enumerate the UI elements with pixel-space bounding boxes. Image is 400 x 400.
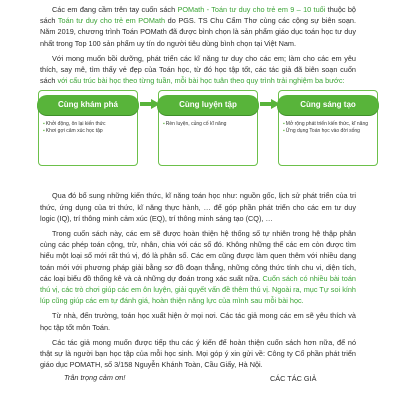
structure-highlight: với cấu trúc bài học theo từng tuần, mỗi bài học tuân theo quy trình trải nghiệm ba bước:: [57, 76, 345, 86]
stage-explore-title: Cùng khám phá: [37, 95, 139, 115]
intro-text: thuộc bộ sách: [40, 5, 356, 26]
stage-create-title: Cùng sáng tạo: [277, 95, 379, 115]
thanks-text: Trân trọng cảm ơn!: [64, 373, 126, 383]
stage-create-item: ▪ Mở rộng phát triển kiến thức, kĩ năng: [283, 121, 375, 128]
stage-create: [278, 90, 378, 166]
stage-practice: [158, 90, 258, 166]
three-step-diagram: [40, 90, 369, 184]
encourage-paragraph: Từ nhà, đến trường, toán học xuất hiện ở mọi nơi. Các tác giả mong các em sẽ yêu thích và học tập tốt môn Toán.: [40, 311, 356, 332]
stage-practice-title: Cùng luyện tập: [157, 95, 259, 115]
series-title-highlight: Toán tư duy cho trẻ em POMath: [57, 16, 166, 26]
intro-paragraph: [40, 4, 356, 49]
intro-text: do PGS. TS Chu Cẩm Thơ cùng các cộng sự biên soạn. Năm 2019, chương trình Toán POMath đã được bình chọn là sản phẩm giáo dục toán học tư duy nhất trong Top 100 sản phẩm uy tín do người tiêu dùng bình chọn tại Việt Nam.: [40, 16, 356, 48]
book-title-highlight: POMath - Toán tư duy cho trẻ em 9 – 10 tuổi: [177, 5, 326, 14]
intro-text: Các em đang cầm trên tay cuốn sách: [52, 5, 178, 14]
stage-explore-item: ▪ Khơi gợi cảm xúc học tập: [43, 128, 135, 135]
feedback-paragraph: Các tác giả mong muốn được tiếp thu các ý kiến để hoàn thiện cuốn sách hơn nữa, để nó thật sự là người bạn học tập của mỗi học sinh. Mọi góp ý xin gửi về: Công ty Cổ phần phát triển giáo dục POMATH, số 3/158 Nguyễn Khánh Toàn, Cầu Giấy, Hà Nội.: [40, 337, 356, 370]
signature: CÁC TÁC GIẢ: [270, 374, 317, 384]
skills-paragraph: Qua đó bổ sung những kiến thức, kĩ năng toán học như: nguồn gốc, lịch sử phát triển của tri thức, ứng dụng của tri thức, kĩ năng thực hành, … để góp phần phát triển cho các em tư duy logic (IQ), trí thông minh cảm xúc (EQ), trí thông minh sáng tạo (CQ), …: [40, 191, 356, 223]
stage-practice-item: ▪ Rèn luyện, củng cố kĩ năng: [163, 121, 255, 128]
features-highlight: Cuốn sách có nhiều bài toán thú vị, các trò chơi giúp các em ôn luyện, giải quyết vấn đề thêm thú vị. Ngoài ra, mục Tự soi kính lúp cũng giúp các em tự đánh giá, hoàn thiện năng lực của mình sau mỗi bài học.: [40, 273, 356, 306]
stage-explore: [38, 90, 138, 166]
stage-explore-item: ▪ Khởi động, ôn lại kiến thức: [43, 121, 135, 128]
purpose-text: Với mong muốn bồi dưỡng, phát triển các kĩ năng tư duy cho các em; làm cho các em yêu thích, say mê, tìm thấy vẻ đẹp của Toán học, từ đó học tập tốt, các tác giả đã biên soạn cuốn sách: [40, 53, 356, 86]
purpose-paragraph: [40, 53, 356, 87]
content-text: Trong cuốn sách này, các em sẽ được hoàn thiện hệ thống số tự nhiên trong hệ thập phân cùng các phép toán cộng, trừ, nhân, chia với các số đó. Không những thế các em còn được tìm hiểu một loại số mới rất thú vị, đó là phân số. Các em cũng được làm quen thêm với nhiều dạng toán mới với phương pháp giải bằng sơ đồ đoạn thẳng, những công thức tính chu vi, diện tích, các loại biểu đồ thống kê và cả những dự đoán trong xác suất nữa.: [40, 229, 356, 283]
stage-create-item: ▪ Ứng dụng Toán học vào đời sống: [283, 128, 375, 135]
content-paragraph: [40, 228, 356, 306]
